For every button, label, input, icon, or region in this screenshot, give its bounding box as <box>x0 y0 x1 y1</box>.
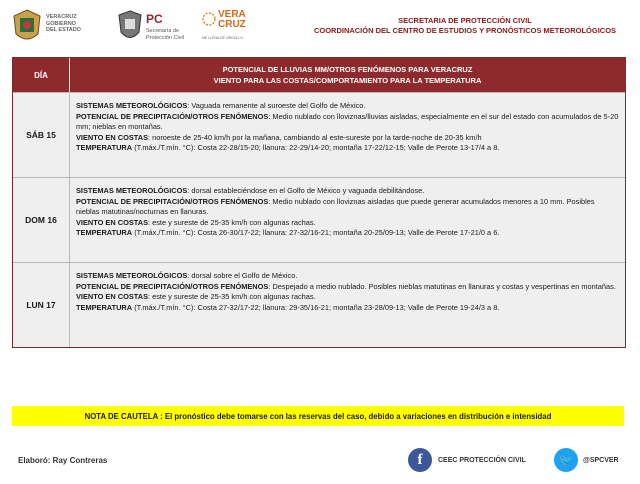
twitter-label: @SPCVER <box>583 456 619 464</box>
day-column-header: DÍA <box>13 58 70 92</box>
table-row <box>13 92 625 177</box>
table-row <box>13 262 625 347</box>
caution-note: NOTA DE CAUTELA : El pronóstico debe tomarse con las reservas del caso, debido a variaciones en distribución e intensidad <box>12 406 624 426</box>
veracruz-brand-logo: VERA CRUZ ME LLENA DE ORGULLO <box>202 9 246 40</box>
day-cell: LUN 17 <box>13 263 70 347</box>
table-header <box>13 58 625 92</box>
page-header <box>0 0 640 52</box>
facebook-link[interactable] <box>408 448 526 472</box>
forecast-column-header: POTENCIAL DE LLUVIAS MM/OTROS FENÓMENOS PARA VERACRUZ VIENTO PARA LAS COSTAS/COMPORTAMIENTO PARA LA TEMPERATURA <box>70 58 625 92</box>
forecast-table <box>12 57 626 348</box>
facebook-icon: f <box>408 448 432 472</box>
veracruz-government-logo: VERACRUZ GOBIERNO DEL ESTADO <box>12 8 112 46</box>
forecast-cell: SISTEMAS METEOROLÓGICOS: dorsal sobre el Golfo de México. POTENCIAL DE PRECIPITACIÓN/OTROS FENÓMENOS: Despejado a medio nublado. Posibles nieblas matutinas en llanuras y costas y vespertinas en montañas. VIENTO EN COSTAS: este y sureste de 25-35 km/h con algunas rachas. TEMPERATURA (T.máx./T.mín. °C): Costa 27-32/17-22; llanura: 29-35/16-21; montaña 23-28/09-13; Valle de Perote 19-24/3 a 8. <box>70 263 625 347</box>
forecast-cell: SISTEMAS METEOROLÓGICOS: Vaguada remanente al suroeste del Golfo de México. POTENCIAL DE PRECIPITACIÓN/OTROS FENÓMENOS: Medio nublado con lloviznas/lluvias aisladas, especialmente en el sur del estado con acumulados de 5-20 mm; nieblas en montañas. VIENTO EN COSTAS: noroeste de 25-40 km/h por la mañana, cambiando al este-sureste por la tarde-noche de 20-35 km/h TEMPERATURA (T.máx./T.mín. °C): Costa 22-28/15-20; llanura: 22-29/14-20; montaña 17-22/12-15; Valle de Perote 13-17/4 a 8. <box>70 93 625 177</box>
day-cell: DOM 16 <box>13 178 70 262</box>
header-title: SECRETARIA DE PROTECCIÓN CIVIL COORDINACIÓN DEL CENTRO DE ESTUDIOS Y PRONÓSTICOS METEOROLÓGICOS <box>313 16 617 35</box>
table-row <box>13 177 625 262</box>
day-cell: SÁB 15 <box>13 93 70 177</box>
facebook-label: CEEC PROTECCIÓN CIVIL <box>438 456 526 464</box>
author-credit: Elaboró: Ray Contreras <box>18 456 108 465</box>
twitter-icon: 🐦 <box>554 448 578 472</box>
twitter-link[interactable] <box>554 448 619 472</box>
forecast-cell: SISTEMAS METEOROLÓGICOS: dorsal estableciéndose en el Golfo de México y vaguada debilitándose. POTENCIAL DE PRECIPITACIÓN/OTROS FENÓMENOS: Medio nublado con lloviznas aisladas que puede generar acumulados menores a 10 mm. Posibles nieblas matutinas/nocturnas en llanuras. VIENTO EN COSTAS: este y sureste de 25-35 km/h con algunas rachas. TEMPERATURA (T.máx./T.mín. °C): Costa 26-30/17-22; llanura: 27-32/16-21; montaña 20-25/09-13; Valle de Perote 17-21/0 a 6. <box>70 178 625 262</box>
proteccion-civil-logo: PC Secretaría de Protección Civil <box>118 10 198 46</box>
